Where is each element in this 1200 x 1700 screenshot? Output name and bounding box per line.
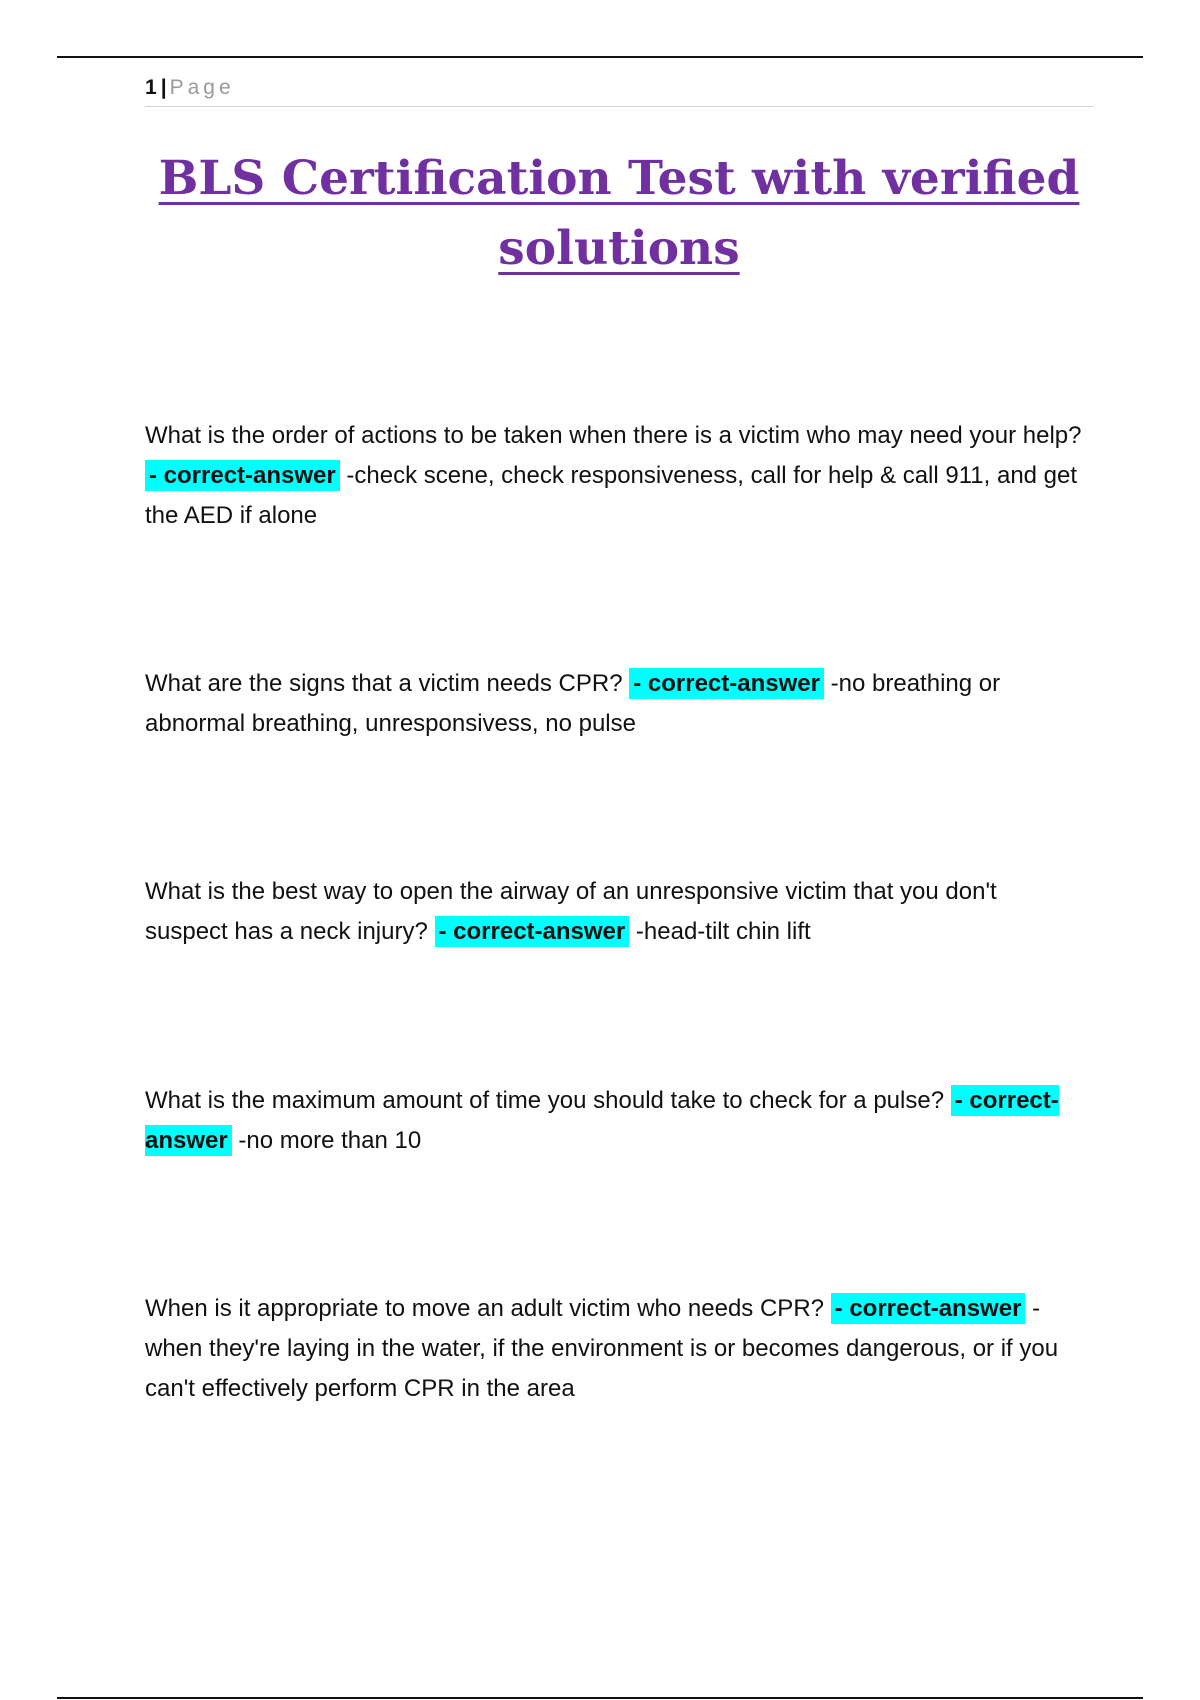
- correct-answer-marker: - correct-answer: [145, 1087, 1059, 1154]
- answer-text: -head-tilt chin lift: [635, 918, 811, 945]
- page-separator: |: [160, 76, 167, 99]
- page-number: 1: [145, 76, 157, 99]
- answer-text: -check scene, check responsiveness, call for help & call 911, and get the AED if alone: [145, 462, 1078, 529]
- question-text: What is the best way to open the airway of an unresponsive victim that you don't suspect has a neck injury?: [145, 878, 997, 945]
- question-text: When is it appropriate to move an adult victim who needs CPR?: [145, 1295, 824, 1322]
- answer-text: -when they're laying in the water, if the environment is or becomes dangerous, or if you can't effectively perform CPR in the area: [145, 1295, 1059, 1402]
- question-text: What is the order of actions to be taken when there is a victim who may need your help?: [145, 422, 1082, 449]
- qa-item: [145, 1289, 1085, 1409]
- bottom-rule: [57, 1697, 1143, 1699]
- question-text: What is the maximum amount of time you should take to check for a pulse?: [145, 1087, 945, 1114]
- page-header: [145, 74, 1093, 107]
- correct-answer-marker: - correct-answer: [629, 668, 824, 699]
- correct-answer-marker: - correct-answer: [831, 1293, 1026, 1324]
- answer-text: -no more than 10: [238, 1127, 422, 1154]
- top-rule: [57, 56, 1143, 58]
- qa-item: [145, 664, 1085, 744]
- qa-item: [145, 416, 1085, 536]
- answer-text: -no breathing or abnormal breathing, unresponsivess, no pulse: [145, 670, 1001, 737]
- qa-item: [145, 1081, 1085, 1161]
- page-label: Page: [169, 76, 235, 99]
- correct-answer-marker: - correct-answer: [435, 916, 630, 947]
- document-title: BLS Certification Test with verified solutions: [158, 151, 1080, 276]
- question-text: What are the signs that a victim needs CPR?: [145, 670, 623, 697]
- qa-item: [145, 872, 1085, 952]
- correct-answer-marker: - correct-answer: [145, 460, 340, 491]
